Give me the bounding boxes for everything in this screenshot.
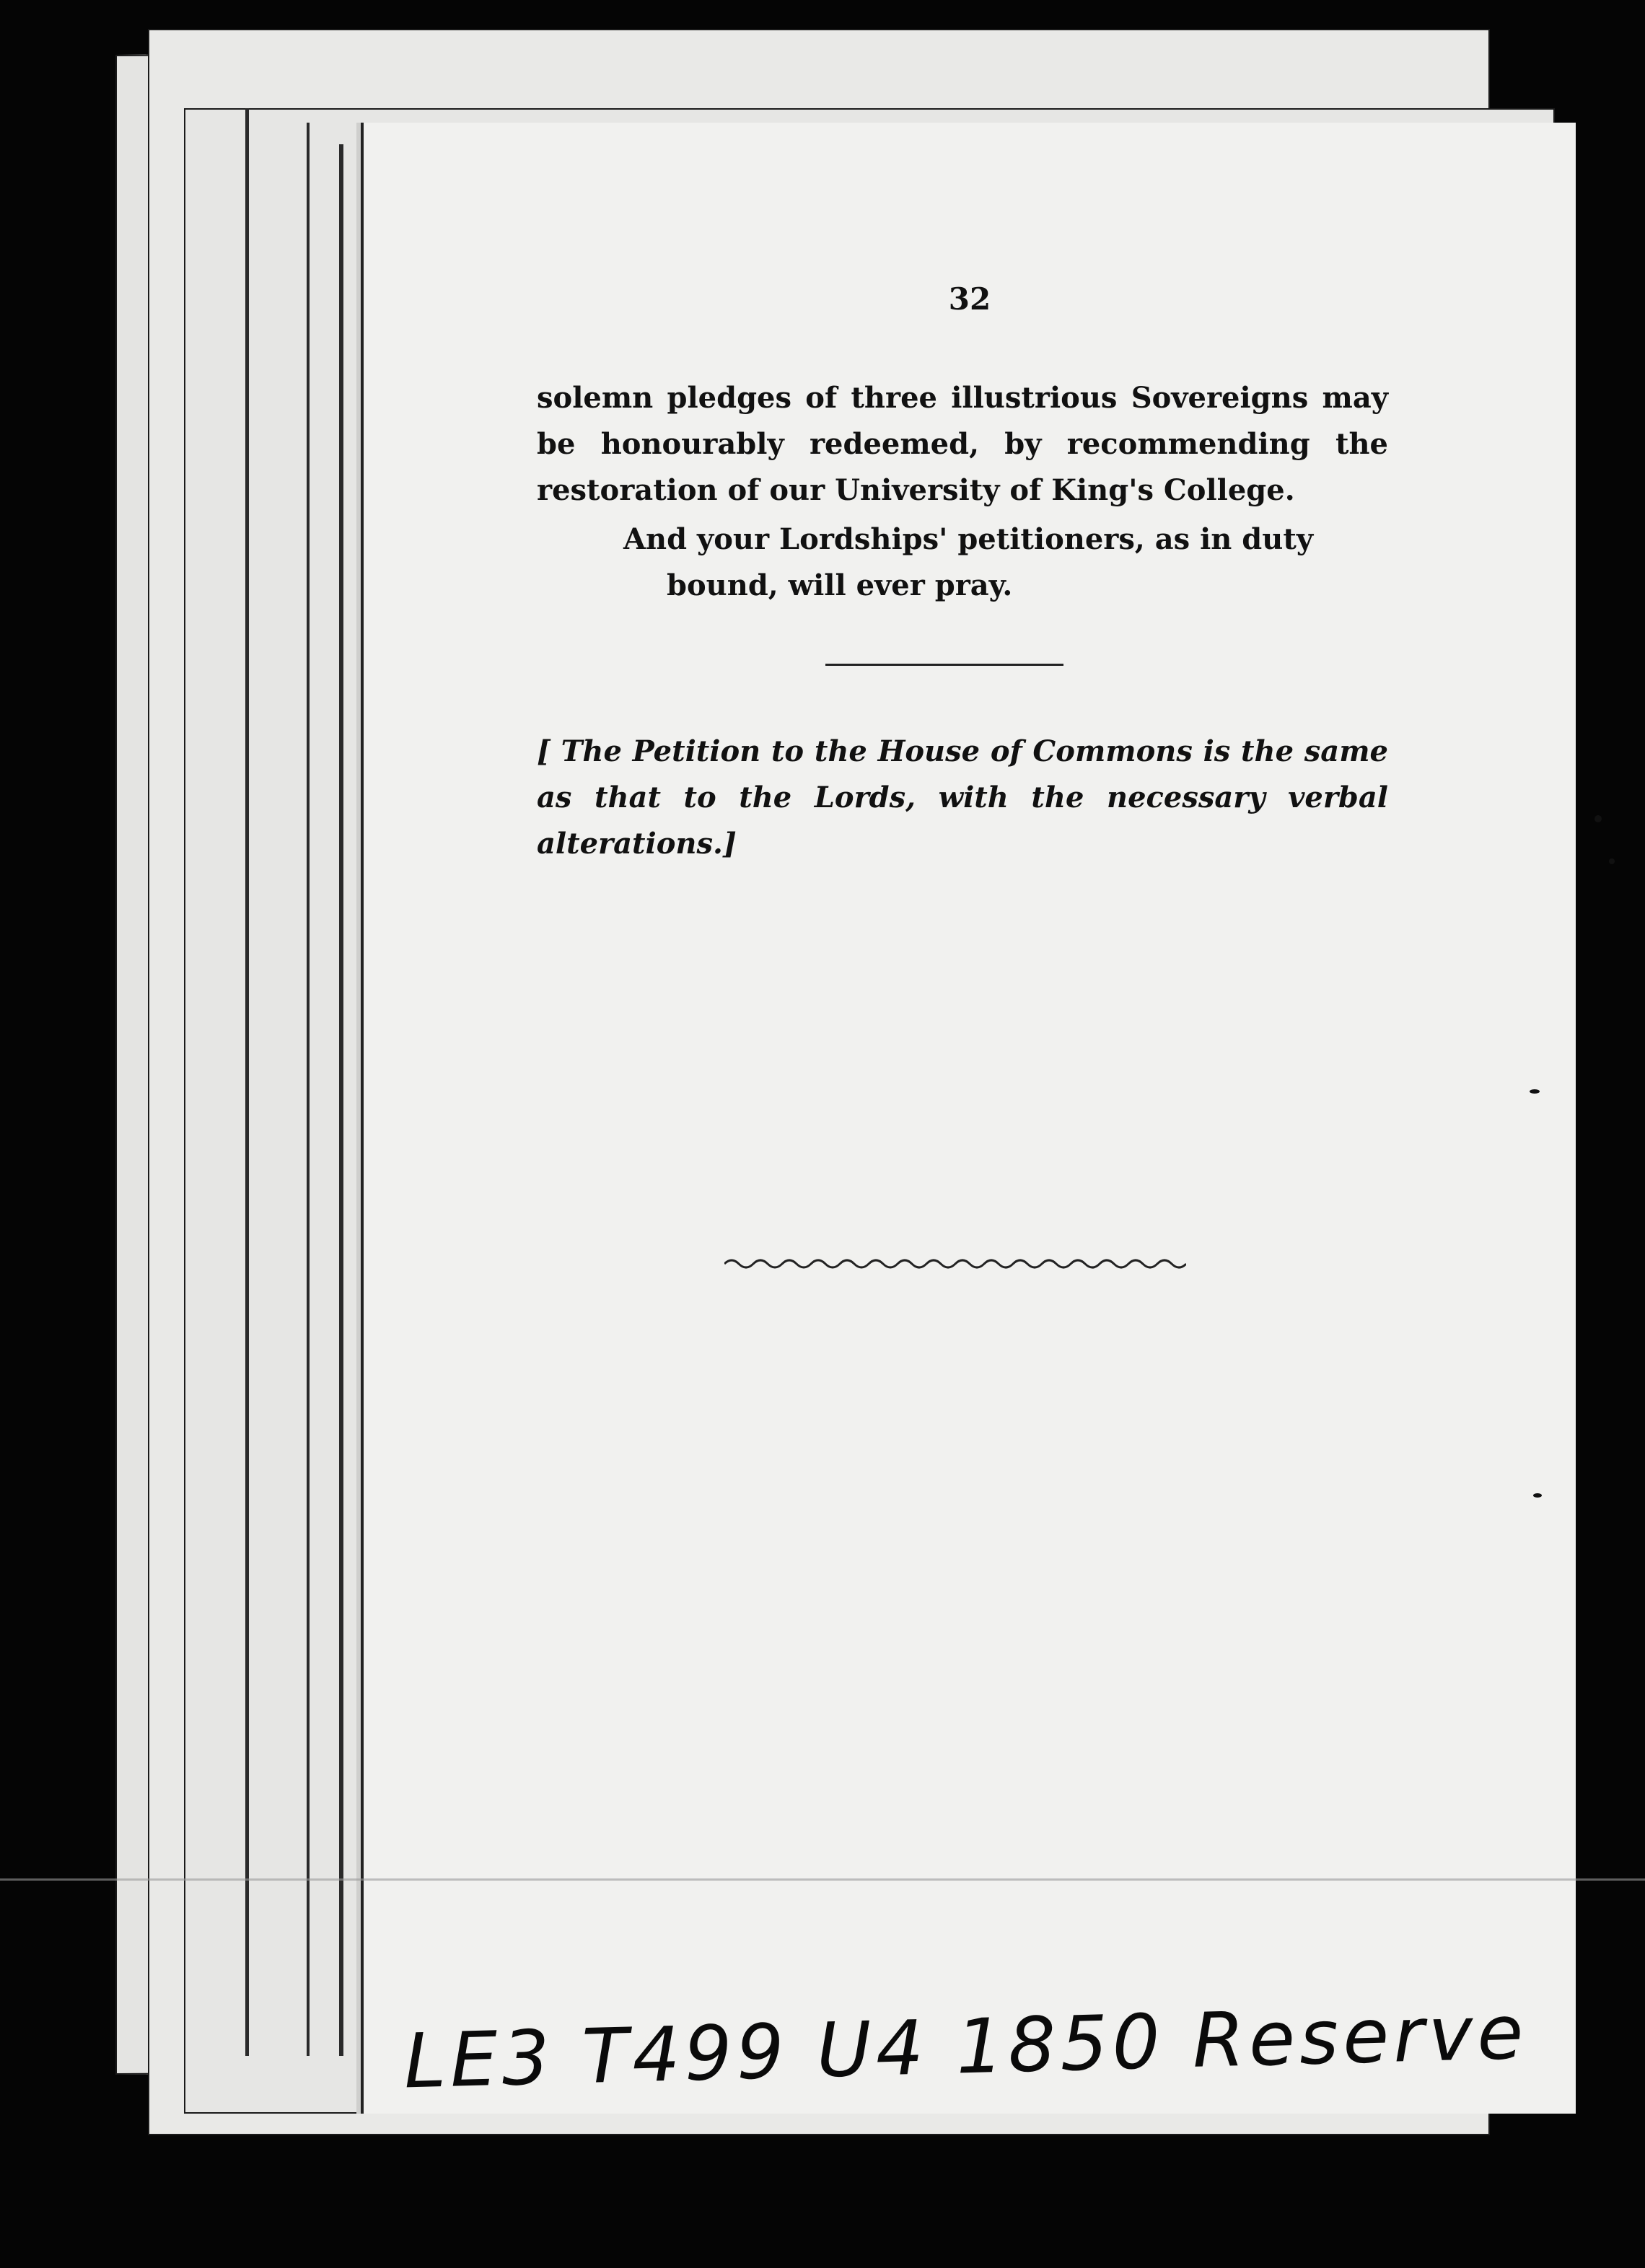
wavy-ornament xyxy=(724,1255,1186,1273)
section-divider xyxy=(825,664,1063,666)
scan-artifact-line xyxy=(0,1878,1645,1881)
paragraph: solemn pledges of three illustrious Sovereigns may be honourably redeemed, by recommending the restoration of our University of King's College. xyxy=(537,381,1388,507)
handwritten-call-number: LE3 T499 U4 1850 Reserve xyxy=(403,1987,1529,2106)
bracketed-note: [ The Petition to the House of Commons is the same as that to the Lords, with the necessary verbal alterations.] xyxy=(537,734,1388,861)
document-page xyxy=(361,123,1576,2114)
closing-line: And your Lordships' petitioners, as in duty xyxy=(623,522,1314,556)
page-number: 32 xyxy=(948,281,991,317)
dust-speck xyxy=(1530,1089,1540,1094)
sheet-edge-line xyxy=(245,108,249,2056)
petition-text xyxy=(537,375,1388,609)
sheet-edge-line xyxy=(307,123,310,2056)
dust-speck xyxy=(1594,815,1602,822)
sheet-edge-line xyxy=(339,144,343,2056)
dust-speck xyxy=(1609,858,1615,864)
closing-line-continued: bound, will ever pray. xyxy=(667,568,1013,602)
dust-speck xyxy=(1533,1493,1542,1498)
